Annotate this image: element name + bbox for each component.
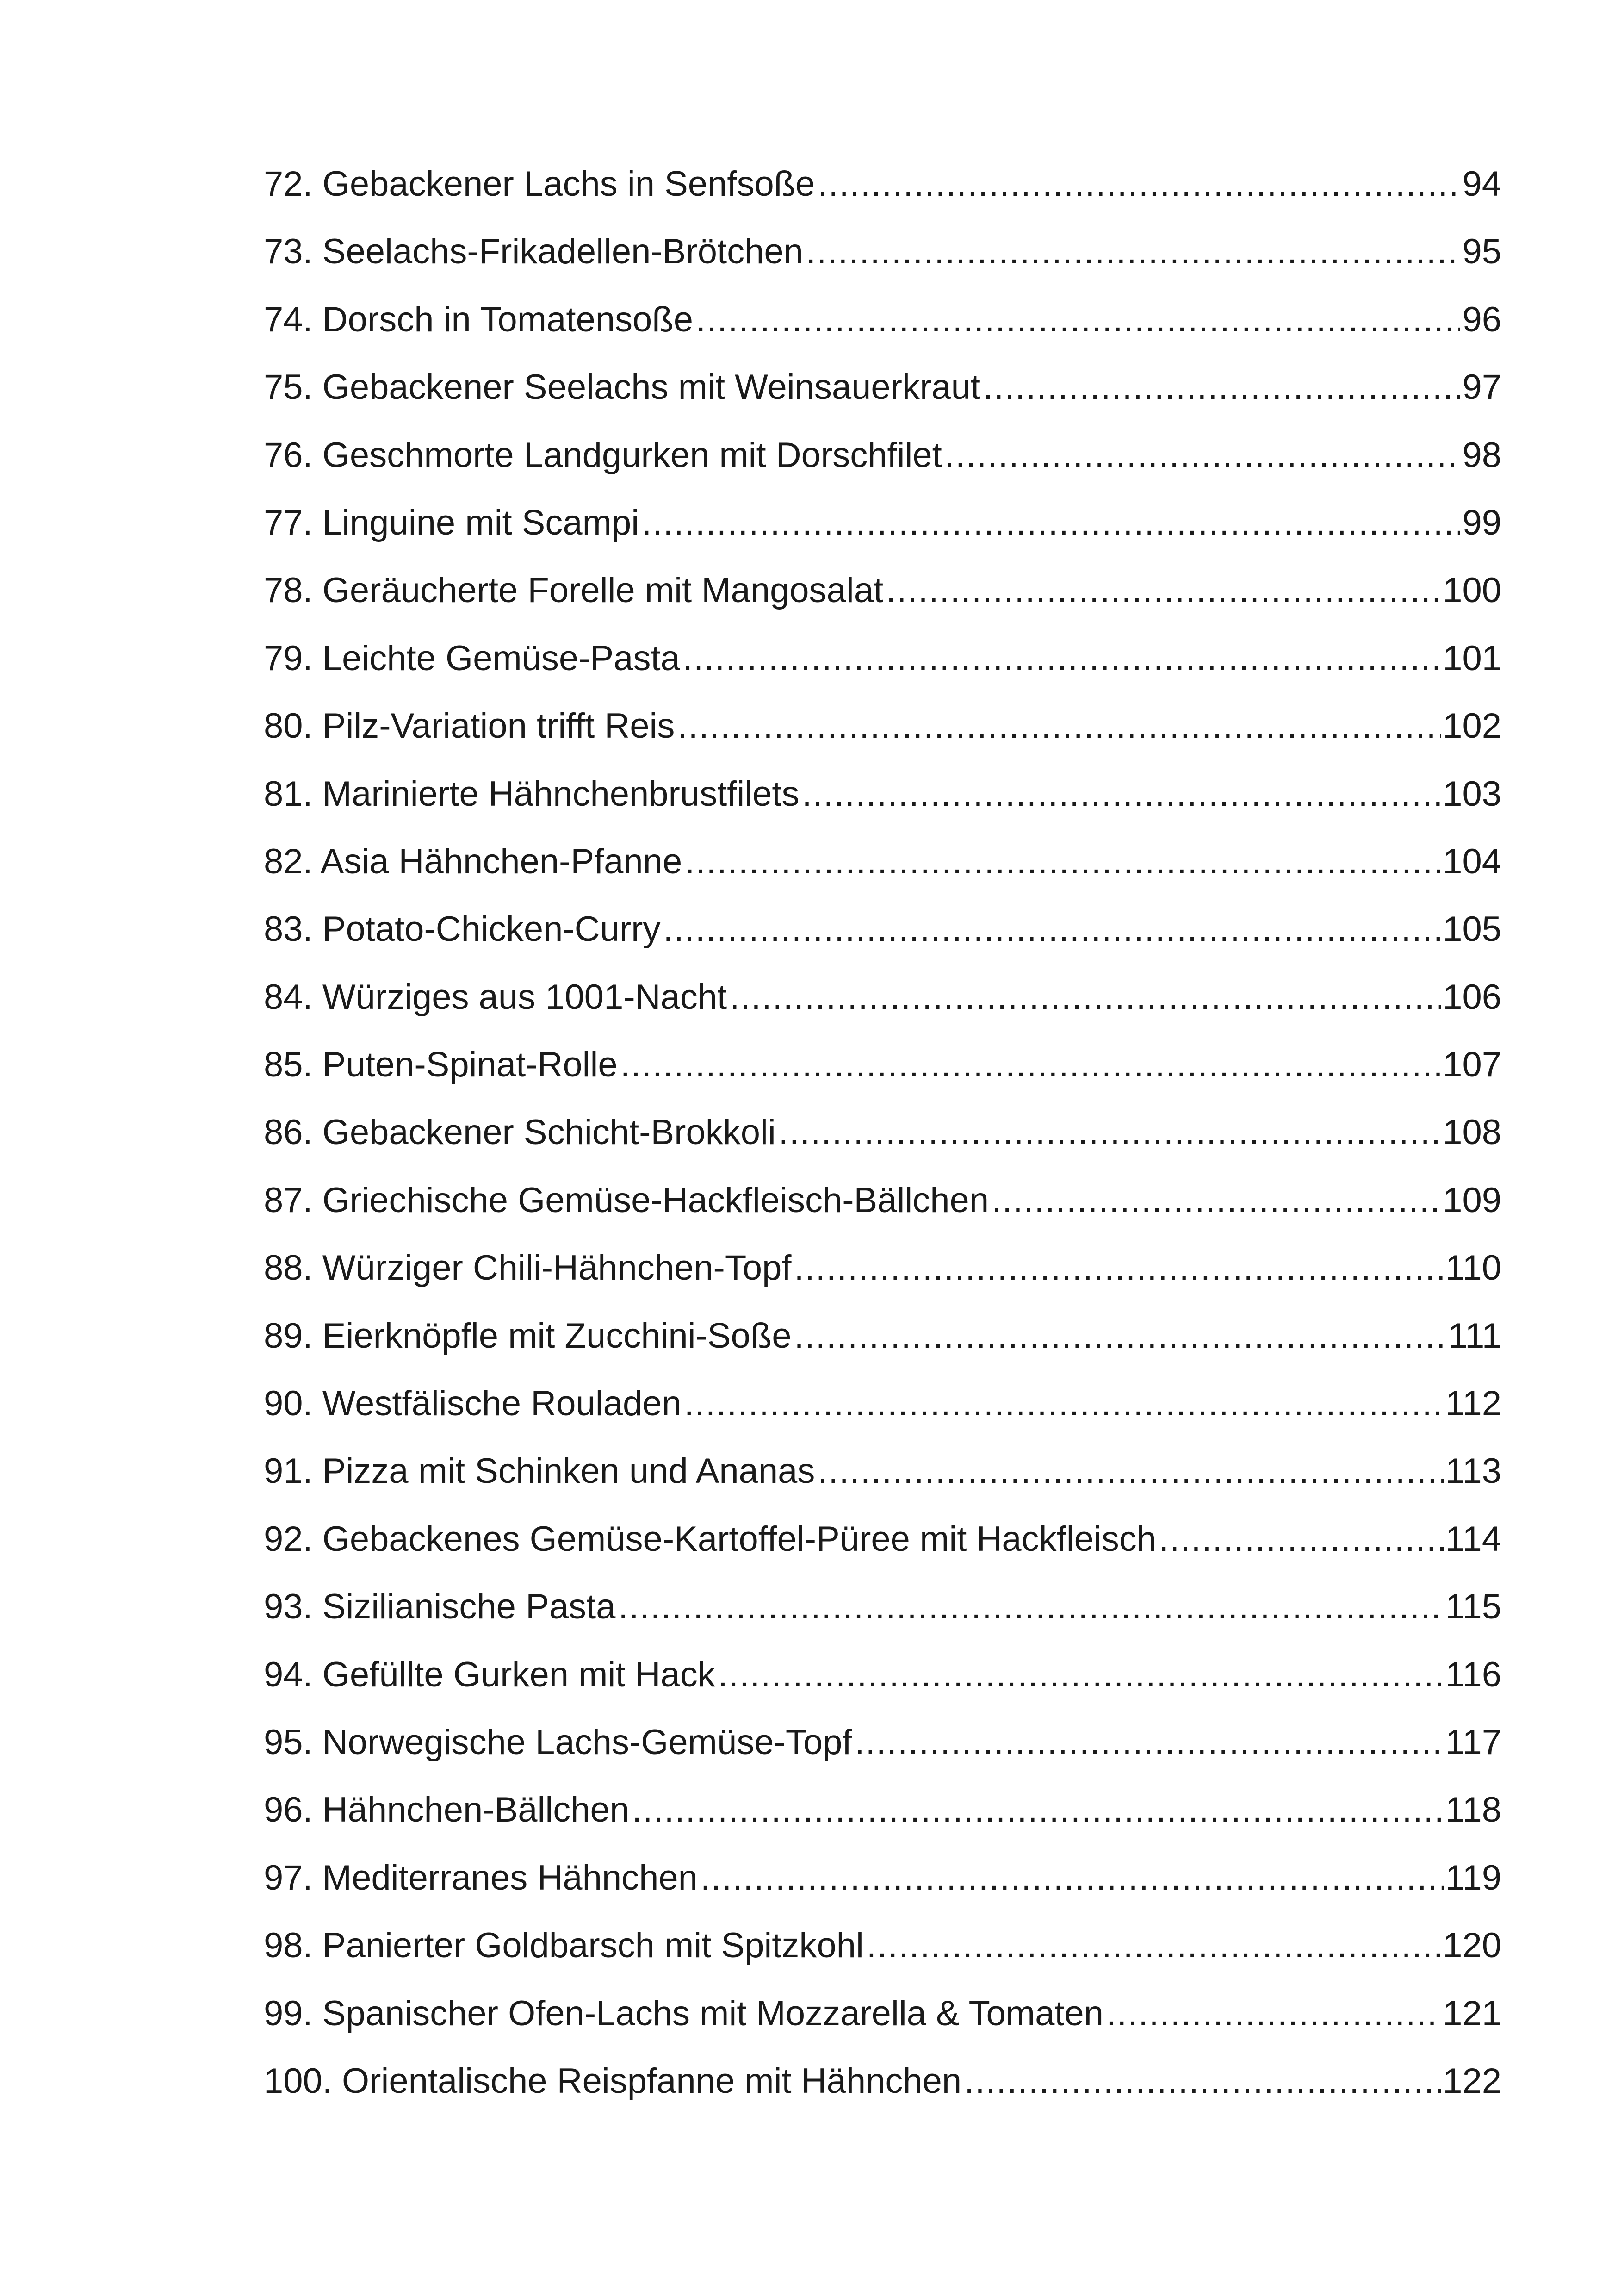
toc-entry-page: 122	[1443, 2061, 1501, 2101]
toc-entry-page: 94	[1462, 164, 1501, 204]
toc-dot-leader	[1159, 1522, 1444, 1557]
toc-dot-leader	[730, 980, 1441, 1015]
toc-dot-leader	[684, 1386, 1444, 1421]
toc-dot-leader	[983, 370, 1461, 405]
toc-dot-leader	[855, 1725, 1443, 1760]
toc-dot-leader	[1106, 1996, 1441, 2031]
toc-entry-title: 92. Gebackenes Gemüse-Kartoffel-Püree mit Hackfleisch	[264, 1519, 1157, 1559]
toc-entry[interactable]	[264, 1792, 1501, 1860]
toc-entry-page: 96	[1462, 299, 1501, 339]
toc-dot-leader	[632, 1792, 1444, 1828]
toc-entry[interactable]	[264, 435, 1501, 505]
toc-entry-title: 88. Würziger Chili-Hähnchen-Topf	[264, 1248, 792, 1288]
toc-entry-title: 73. Seelachs-Frikadellen-Brötchen	[264, 232, 803, 272]
toc-entry-title: 80. Pilz-Variation trifft Reis	[264, 706, 675, 746]
toc-dot-leader	[818, 1454, 1443, 1489]
toc-entry-page: 102	[1443, 706, 1501, 746]
toc-entry-title: 72. Gebackener Lachs in Senfsoße	[264, 164, 815, 204]
toc-entry-page: 109	[1443, 1180, 1501, 1220]
toc-entry-title: 77. Linguine mit Scampi	[264, 503, 639, 542]
toc-entry-title: 96. Hähnchen-Bällchen	[264, 1790, 630, 1830]
toc-entry[interactable]	[264, 1316, 1501, 1386]
toc-dot-leader	[683, 641, 1441, 676]
toc-dot-leader	[992, 1183, 1441, 1218]
toc-entry-page: 117	[1445, 1722, 1501, 1762]
toc-entry-page: 98	[1462, 435, 1501, 475]
toc-entry[interactable]	[264, 367, 1501, 437]
toc-entry[interactable]	[264, 234, 1501, 302]
toc-dot-leader	[685, 844, 1441, 879]
toc-dot-leader	[620, 1047, 1441, 1083]
toc-entry[interactable]	[264, 505, 1501, 573]
toc-entry-page: 107	[1443, 1045, 1501, 1085]
toc-dot-leader	[696, 302, 1460, 337]
toc-entry-title: 84. Würziges aus 1001-Nacht	[264, 977, 727, 1017]
toc-entry-page: 115	[1445, 1587, 1501, 1627]
toc-entry-page: 95	[1462, 232, 1501, 272]
toc-entry[interactable]	[264, 841, 1501, 912]
toc-dot-leader	[806, 234, 1461, 269]
toc-entry[interactable]	[264, 1386, 1501, 1454]
toc-entry[interactable]	[264, 1451, 1501, 1521]
toc-entry-page: 120	[1443, 1926, 1501, 1966]
toc-entry-page: 103	[1443, 774, 1501, 814]
toc-dot-leader	[867, 1928, 1441, 1963]
toc-entry-title: 87. Griechische Gemüse-Hackfleisch-Bällchen	[264, 1180, 989, 1220]
toc-entry-page: 104	[1443, 841, 1501, 881]
toc-dot-leader	[886, 573, 1441, 608]
toc-entry-title: 100. Orientalische Reispfanne mit Hähnchen	[264, 2061, 962, 2101]
toc-entry-page: 118	[1445, 1790, 1501, 1830]
toc-entry-title: 81. Marinierte Hähnchenbrustfilets	[264, 774, 800, 814]
toc-entry-title: 98. Panierter Goldbarsch mit Spitzkohl	[264, 1926, 864, 1966]
toc-entry-title: 85. Puten-Spinat-Rolle	[264, 1045, 618, 1085]
toc-entry-title: 76. Geschmorte Landgurken mit Dorschfilet	[264, 435, 942, 475]
toc-entry-title: 78. Geräucherte Forelle mit Mangosalat	[264, 571, 884, 610]
toc-dot-leader	[818, 167, 1460, 202]
toc-entry-page: 119	[1445, 1858, 1501, 1898]
toc-entry-title: 79. Leichte Gemüse-Pasta	[264, 638, 680, 678]
toc-entry[interactable]	[264, 977, 1501, 1047]
toc-entry[interactable]	[264, 1860, 1501, 1928]
toc-entry-page: 101	[1443, 638, 1501, 678]
toc-dot-leader	[618, 1589, 1443, 1624]
toc-entry-title: 74. Dorsch in Tomatensoße	[264, 299, 693, 339]
toc-entry-title: 97. Mediterranes Hähnchen	[264, 1858, 698, 1898]
toc-entry-page: 114	[1445, 1519, 1501, 1559]
toc-entry-page: 106	[1443, 977, 1501, 1017]
toc-dot-leader	[642, 505, 1460, 541]
toc-entry-title: 94. Gefüllte Gurken mit Hack	[264, 1655, 715, 1694]
toc-entry[interactable]	[264, 1519, 1501, 1589]
toc-dot-leader	[802, 777, 1441, 812]
toc-dot-leader	[701, 1860, 1444, 1896]
toc-entry-title: 83. Potato-Chicken-Curry	[264, 909, 661, 949]
toc-entry-page: 121	[1443, 1993, 1501, 2033]
toc-entry[interactable]	[264, 909, 1501, 979]
toc-entry[interactable]	[264, 1047, 1501, 1115]
toc-entry[interactable]	[264, 1657, 1501, 1725]
table-of-contents	[264, 164, 1501, 2131]
toc-entry[interactable]	[264, 164, 1501, 234]
toc-dot-leader	[663, 912, 1441, 947]
toc-entry-page: 110	[1445, 1248, 1501, 1288]
toc-entry[interactable]	[264, 1589, 1501, 1657]
toc-entry[interactable]	[264, 1928, 1501, 1996]
toc-dot-leader	[677, 709, 1441, 744]
toc-entry[interactable]	[264, 2061, 1501, 2131]
toc-entry[interactable]	[264, 774, 1501, 844]
toc-entry-title: 86. Gebackener Schicht-Brokkoli	[264, 1113, 776, 1152]
toc-dot-leader	[794, 1319, 1446, 1354]
toc-entry[interactable]	[264, 1993, 1501, 2064]
toc-dot-leader	[779, 1115, 1441, 1150]
toc-entry-title: 95. Norwegische Lachs-Gemüse-Topf	[264, 1722, 852, 1762]
toc-entry-title: 75. Gebackener Seelachs mit Weinsauerkraut	[264, 367, 980, 407]
toc-entry[interactable]	[264, 299, 1501, 370]
toc-dot-leader	[964, 2064, 1441, 2099]
toc-dot-leader	[794, 1251, 1443, 1286]
toc-entry-title: 91. Pizza mit Schinken und Ananas	[264, 1451, 815, 1491]
toc-entry-title: 90. Westfälische Rouladen	[264, 1384, 682, 1424]
toc-entry-page: 105	[1443, 909, 1501, 949]
toc-entry-page: 108	[1443, 1113, 1501, 1152]
toc-entry-page: 99	[1462, 503, 1501, 542]
toc-entry-page: 112	[1445, 1384, 1501, 1424]
toc-entry[interactable]	[264, 1115, 1501, 1182]
toc-entry-page: 116	[1445, 1655, 1501, 1694]
toc-entry-page: 113	[1445, 1451, 1501, 1491]
toc-entry[interactable]	[264, 573, 1501, 641]
toc-entry-page: 97	[1462, 367, 1501, 407]
toc-entry[interactable]	[264, 1722, 1501, 1792]
toc-entry[interactable]	[264, 638, 1501, 709]
toc-entry-title: 93. Sizilianische Pasta	[264, 1587, 616, 1627]
toc-entry-title: 99. Spanischer Ofen-Lachs mit Mozzarella & Tomaten	[264, 1993, 1104, 2033]
toc-entry-page: 100	[1443, 571, 1501, 610]
toc-entry-title: 89. Eierknöpfle mit Zucchini-Soße	[264, 1316, 792, 1356]
toc-dot-leader	[718, 1657, 1444, 1692]
toc-entry[interactable]	[264, 706, 1501, 776]
toc-entry-page: 111	[1448, 1316, 1501, 1356]
toc-entry-title: 82. Asia Hähnchen-Pfanne	[264, 841, 682, 881]
toc-dot-leader	[945, 438, 1461, 473]
toc-entry[interactable]	[264, 1180, 1501, 1251]
toc-entry[interactable]	[264, 1248, 1501, 1318]
